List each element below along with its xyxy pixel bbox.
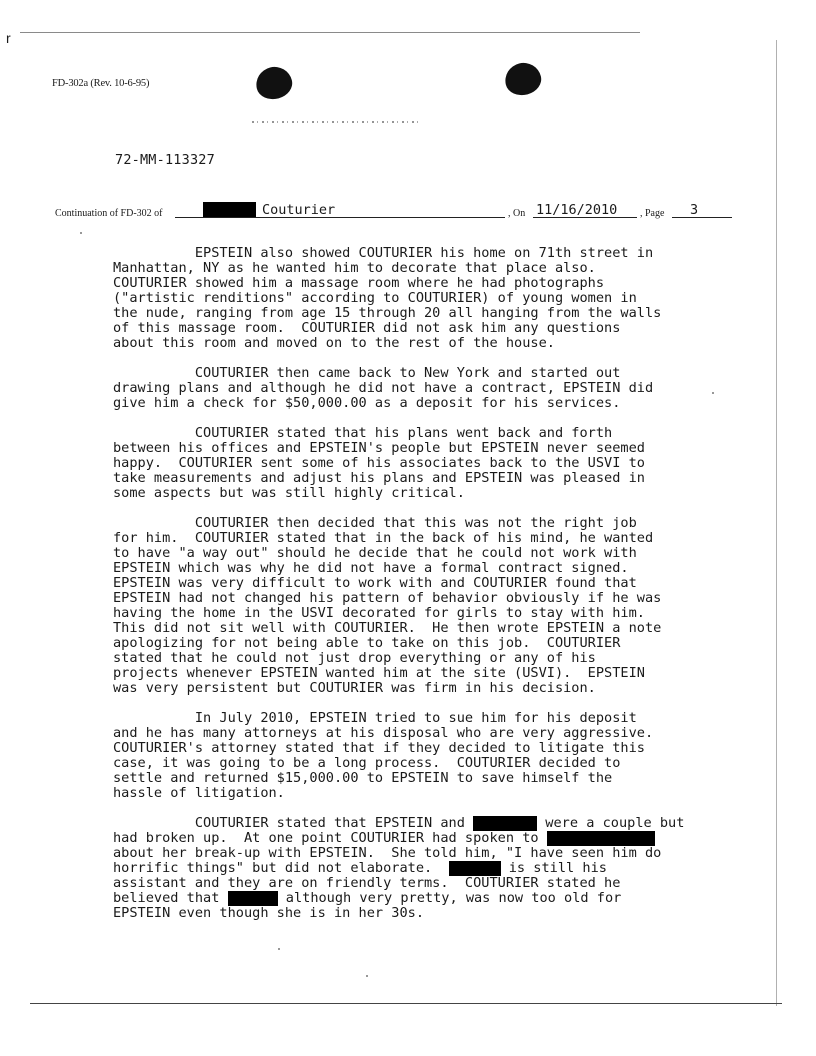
page-underline bbox=[672, 217, 732, 218]
text-line: This did not sit well with COUTURIER. He then wrote EPSTEIN a note bbox=[113, 620, 662, 636]
text-segment: although very pretty, was now too old for bbox=[277, 890, 622, 906]
text-line: COUTURIER then decided that this was not the right job bbox=[113, 515, 637, 531]
body-text bbox=[113, 246, 753, 936]
text-line: hassle of litigation. bbox=[113, 785, 285, 801]
text-line: apologizing for not being able to take on this job. COUTURIER bbox=[113, 635, 621, 651]
paragraph-2 bbox=[113, 366, 753, 411]
redaction-block bbox=[449, 861, 501, 876]
scan-speckle bbox=[252, 121, 422, 123]
text-line: drawing plans and although he did not have a contract, EPSTEIN did bbox=[113, 380, 654, 396]
scan-speck bbox=[366, 975, 368, 977]
file-number: 72-MM-113327 bbox=[115, 152, 215, 168]
scan-speck bbox=[80, 232, 82, 234]
text-line: EPSTEIN also showed COUTURIER his home on 71th street in bbox=[113, 245, 654, 261]
paragraph-3 bbox=[113, 426, 753, 501]
text-segment: had broken up. At one point COUTURIER had spoken to bbox=[113, 830, 547, 846]
paragraph-6 bbox=[113, 816, 753, 921]
paragraph-1 bbox=[113, 246, 753, 351]
text-line: ("artistic renditions" according to COUTURIER) of young women in bbox=[113, 290, 637, 306]
text-line bbox=[113, 891, 753, 906]
text-line: EPSTEIN had not changed his pattern of behavior obviously if he was bbox=[113, 590, 662, 606]
text-line: assistant and they are on friendly terms. COUTURIER stated he bbox=[113, 875, 621, 891]
text-line: EPSTEIN even though she is in her 30s. bbox=[113, 905, 424, 921]
text-line bbox=[113, 816, 753, 831]
scan-speck bbox=[278, 948, 280, 950]
text-line: case, it was going to be a long process. COUTURIER decided to bbox=[113, 755, 621, 771]
text-line: some aspects but was still highly critical. bbox=[113, 485, 465, 501]
text-line: and he has many attorneys at his disposal who are very aggressive. bbox=[113, 725, 654, 741]
text-segment: were a couple but bbox=[537, 815, 685, 831]
text-line: EPSTEIN which was why he did not have a formal contract signed. bbox=[113, 560, 629, 576]
redaction-block bbox=[473, 816, 537, 831]
subject-name: Couturier bbox=[262, 202, 336, 218]
text-line: take measurements and adjust his plans and EPSTEIN was pleased in bbox=[113, 470, 645, 486]
page-label: , Page bbox=[640, 208, 665, 219]
text-line: stated that he could not just drop everything or any of his bbox=[113, 650, 596, 666]
text-line: was very persistent but COUTURIER was firm in his decision. bbox=[113, 680, 596, 696]
text-line: about this room and moved on to the rest of the house. bbox=[113, 335, 555, 351]
text-line: give him a check for $50,000.00 as a deposit for his services. bbox=[113, 395, 621, 411]
page-number: 3 bbox=[690, 202, 699, 218]
punch-hole-left bbox=[253, 63, 296, 103]
scan-edge-bottom bbox=[30, 1003, 782, 1004]
text-line: between his offices and EPSTEIN's people but EPSTEIN never seemed bbox=[113, 440, 645, 456]
text-segment: is still his bbox=[500, 860, 607, 876]
text-line: about her break-up with EPSTEIN. She told him, "I have seen him do bbox=[113, 845, 662, 861]
scan-edge-top bbox=[20, 32, 640, 33]
date-label: , On bbox=[508, 208, 526, 219]
text-line: COUTURIER's attorney stated that if they decided to litigate this bbox=[113, 740, 645, 756]
text-line: of this massage room. COUTURIER did not ask him any questions bbox=[113, 320, 621, 336]
redaction-block bbox=[228, 891, 278, 906]
text-line bbox=[113, 831, 753, 846]
text-line: Manhattan, NY as he wanted him to decorate that place also. bbox=[113, 260, 596, 276]
text-line: settle and returned $15,000.00 to EPSTEIN to save himself the bbox=[113, 770, 613, 786]
redaction-block bbox=[203, 202, 256, 217]
scan-edge-right bbox=[776, 40, 777, 1006]
text-line: COUTURIER showed him a massage room where he had photographs bbox=[113, 275, 605, 291]
text-line: COUTURIER stated that his plans went back and forth bbox=[113, 425, 613, 441]
continuation-label: Continuation of FD-302 of bbox=[55, 208, 163, 219]
text-line bbox=[113, 861, 753, 876]
form-id: FD-302a (Rev. 10-6-95) bbox=[52, 78, 150, 89]
text-line: to have "a way out" should he decide that he could not work with bbox=[113, 545, 637, 561]
interview-date: 11/16/2010 bbox=[536, 202, 618, 218]
corner-mark: r bbox=[6, 30, 11, 46]
scan-speck bbox=[712, 392, 714, 394]
text-line: having the home in the USVI decorated for girls to stay with him. bbox=[113, 605, 645, 621]
text-line: COUTURIER then came back to New York and started out bbox=[113, 365, 621, 381]
text-segment: COUTURIER stated that EPSTEIN and bbox=[113, 815, 474, 831]
text-line: In July 2010, EPSTEIN tried to sue him for his deposit bbox=[113, 710, 637, 726]
text-segment: believed that bbox=[113, 890, 228, 906]
text-line: for him. COUTURIER stated that in the back of his mind, he wanted bbox=[113, 530, 654, 546]
text-segment: horrific things" but did not elaborate. bbox=[113, 860, 449, 876]
redaction-block bbox=[547, 831, 655, 846]
text-line: projects whenever EPSTEIN wanted him at the site (USVI). EPSTEIN bbox=[113, 665, 645, 681]
paragraph-5 bbox=[113, 711, 753, 801]
text-line: EPSTEIN was very difficult to work with and COUTURIER found that bbox=[113, 575, 637, 591]
text-line: the nude, ranging from age 15 through 20 all hanging from the walls bbox=[113, 305, 662, 321]
subject-underline bbox=[175, 217, 505, 218]
punch-hole-right bbox=[502, 59, 545, 99]
text-line: happy. COUTURIER sent some of his associates back to the USVI to bbox=[113, 455, 645, 471]
paragraph-4 bbox=[113, 516, 753, 696]
